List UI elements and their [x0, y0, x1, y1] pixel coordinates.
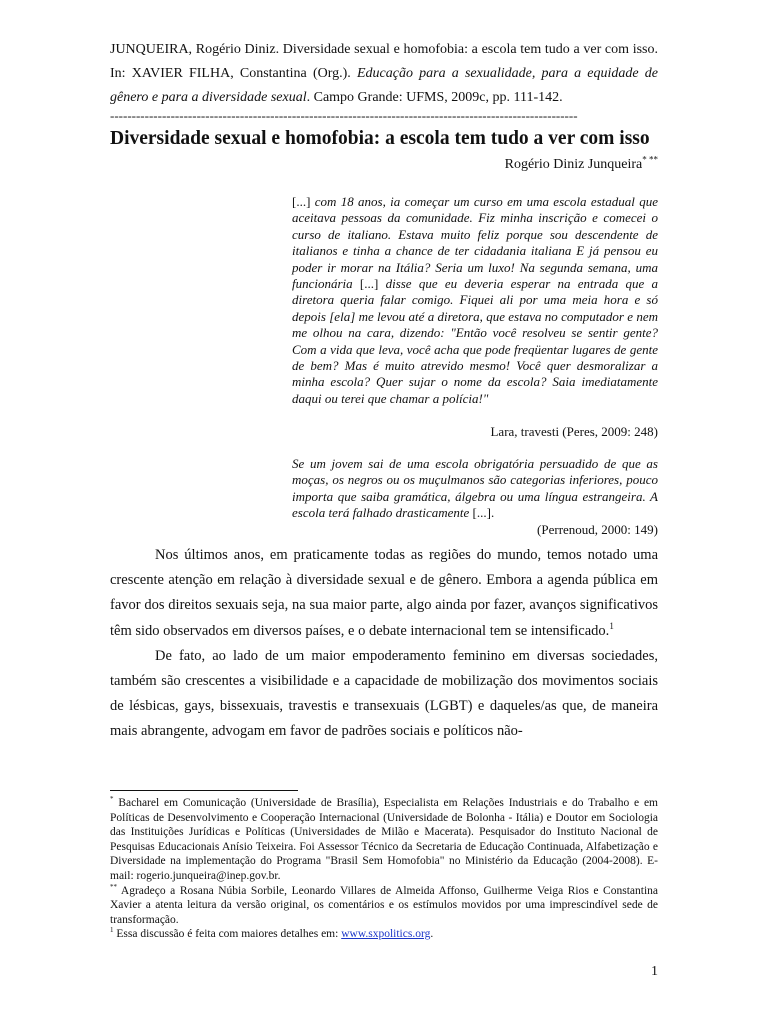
- epigraph-2-text: Se um jovem sai de uma escola obrigatória persuadido de que as moças, os negros ou os muçulmanos são categorias inferiores, pouco importa que saiba gramática, álgebra ou uma língua estrangeira. A escola terá falhado drasticamente: [292, 456, 658, 521]
- epigraph-1-attribution: Lara, travesti (Peres, 2009: 248): [490, 424, 658, 439]
- epigraph-2-attribution: (Perrenoud, 2000: 149): [537, 521, 658, 537]
- epigraph-1: [292, 194, 658, 407]
- sxpolitics-link[interactable]: www.sxpolitics.org: [341, 928, 431, 941]
- epigraph-1-lead: [...]: [292, 194, 315, 209]
- footnote-1-mark: *: [110, 795, 114, 804]
- footnote-3-mark: 1: [110, 926, 114, 935]
- footnote-3-end: .: [430, 928, 434, 941]
- footnote-2: [110, 884, 658, 928]
- epigraph-1-text-b: disse que eu deveria esperar na entrada que a diretora queria falar comigo. Fiquei ali por uma meia hora e só depois [ela] me levou até a diretora, que estava no computador e nem me olhou na cara, dizendo: "Então você resolveu se sentir gente? Com a vida que leva, você acha que pode freqüentar lugares de gente de bem? Mas é muito atrevido mesmo! Você quer desmoralizar a minha escola? Quer sujar o nome da escola? Saia imediatamente daqui ou terei que chamar a polícia!": [292, 276, 658, 406]
- paragraph-2: De fato, ao lado de um maior empoderamento feminino em diversas sociedades, também são crescentes a visibilidade e a capacidade de mobilização dos movimentos sociais de lésbicas, gays, bissexuais, travestis e transexuais (LGBT) e daqueles/as que, de maneira mais abrangente, advogam em favor de padrões sociais e políticos não-: [110, 647, 658, 740]
- page-number: 1: [651, 964, 658, 979]
- footnote-2-mark: **: [110, 882, 117, 891]
- footnote-1-text: Bacharel em Comunicação (Universidade de Brasília), Especialista em Relações Industriais e do Trabalho e em Políticas de Desenvolvimento e Cooperação Internacional (Universidade de Bolonha - Itália) e Doutor em Sociologia das Instituições Jurídicas e Políticas (Universidades de Milão e Macerata). Pesquisador do Instituto Nacional de Pesquisas Educacionais Anísio Teixeira. Foi Assessor Técnico da Secretaria de Educação Continuada, Alfabetização e Diversidade na implementação do Programa "Brasil Sem Homofobia" no Ministério da Educação (2004-2008). E-mail: rogerio.junqueira@inep.gov.br.: [110, 797, 658, 882]
- article-title: Diversidade sexual e homofobia: a escola tem tudo a ver com isso: [110, 128, 650, 149]
- footnote-2-text: Agradeço a Rosana Núbia Sorbile, Leonardo Villares de Almeida Affonso, Guilherme Veiga Rios e Constantina Xavier a atenta leitura da versão original, os comentários e os estímulos movidos por uma imprescindível sede de transformação.: [110, 884, 658, 926]
- epigraph-2: [292, 456, 658, 538]
- footnote-3: [110, 927, 658, 942]
- citation-publisher: . Campo Grande: UFMS, 2009c, pp. 111-142.: [306, 90, 563, 105]
- epigraph-2-ellipsis: [...].: [472, 505, 495, 521]
- bibliographic-citation: [110, 38, 658, 110]
- citation-text: JUNQUEIRA, Rogério Diniz. Diversidade sexual e homofobia: a escola tem tudo a ver com isso. In: XAVIER FILHA, Constantina (Org.).: [110, 42, 658, 81]
- paragraph-1: [110, 543, 658, 644]
- footnote-1: [110, 796, 658, 884]
- footnote-divider: [110, 790, 298, 791]
- separator-line: ------------------------------------------------------------------------------------------------------------: [110, 108, 578, 123]
- footnote-ref-1[interactable]: 1: [609, 620, 614, 631]
- citation-book-title: Educação para a sexualidade, para a equidade de gênero e para a diversidade sexual: [110, 66, 659, 105]
- epigraph-1-ellipsis: [...]: [359, 276, 386, 292]
- author-footnote-marks: * **: [642, 154, 658, 165]
- footnote-3-text: Essa discussão é feita com maiores detalhes em:: [113, 928, 342, 941]
- author-line: [505, 155, 658, 175]
- body-text: [110, 543, 658, 745]
- paragraph-1-text: Nos últimos anos, em praticamente todas as regiões do mundo, temos notado uma crescente atenção em relação à diversidade sexual e de gênero. Embora a agenda pública em favor dos direitos sexuais seja, na sua maior parte, algo ainda por fazer, avanços significativos têm sido observados em diversos países, e o debate internacional tem se intensificado.: [110, 547, 658, 639]
- author-name: Rogério Diniz Junqueira: [504, 157, 643, 172]
- epigraph-1-text-a: com 18 anos, ia começar um curso em uma escola estadual que aceitava pessoas da comunidade. Fiz minha inscrição e comecei o curso de italiano. Estava muito feliz porque sou descendente de italianos e tinha a chance de ter cidadania italiana E já pensou eu poder ir morar na Itália? Seria um luxo! Na segunda semana, uma funcionária: [292, 194, 658, 292]
- footnotes: [110, 796, 658, 942]
